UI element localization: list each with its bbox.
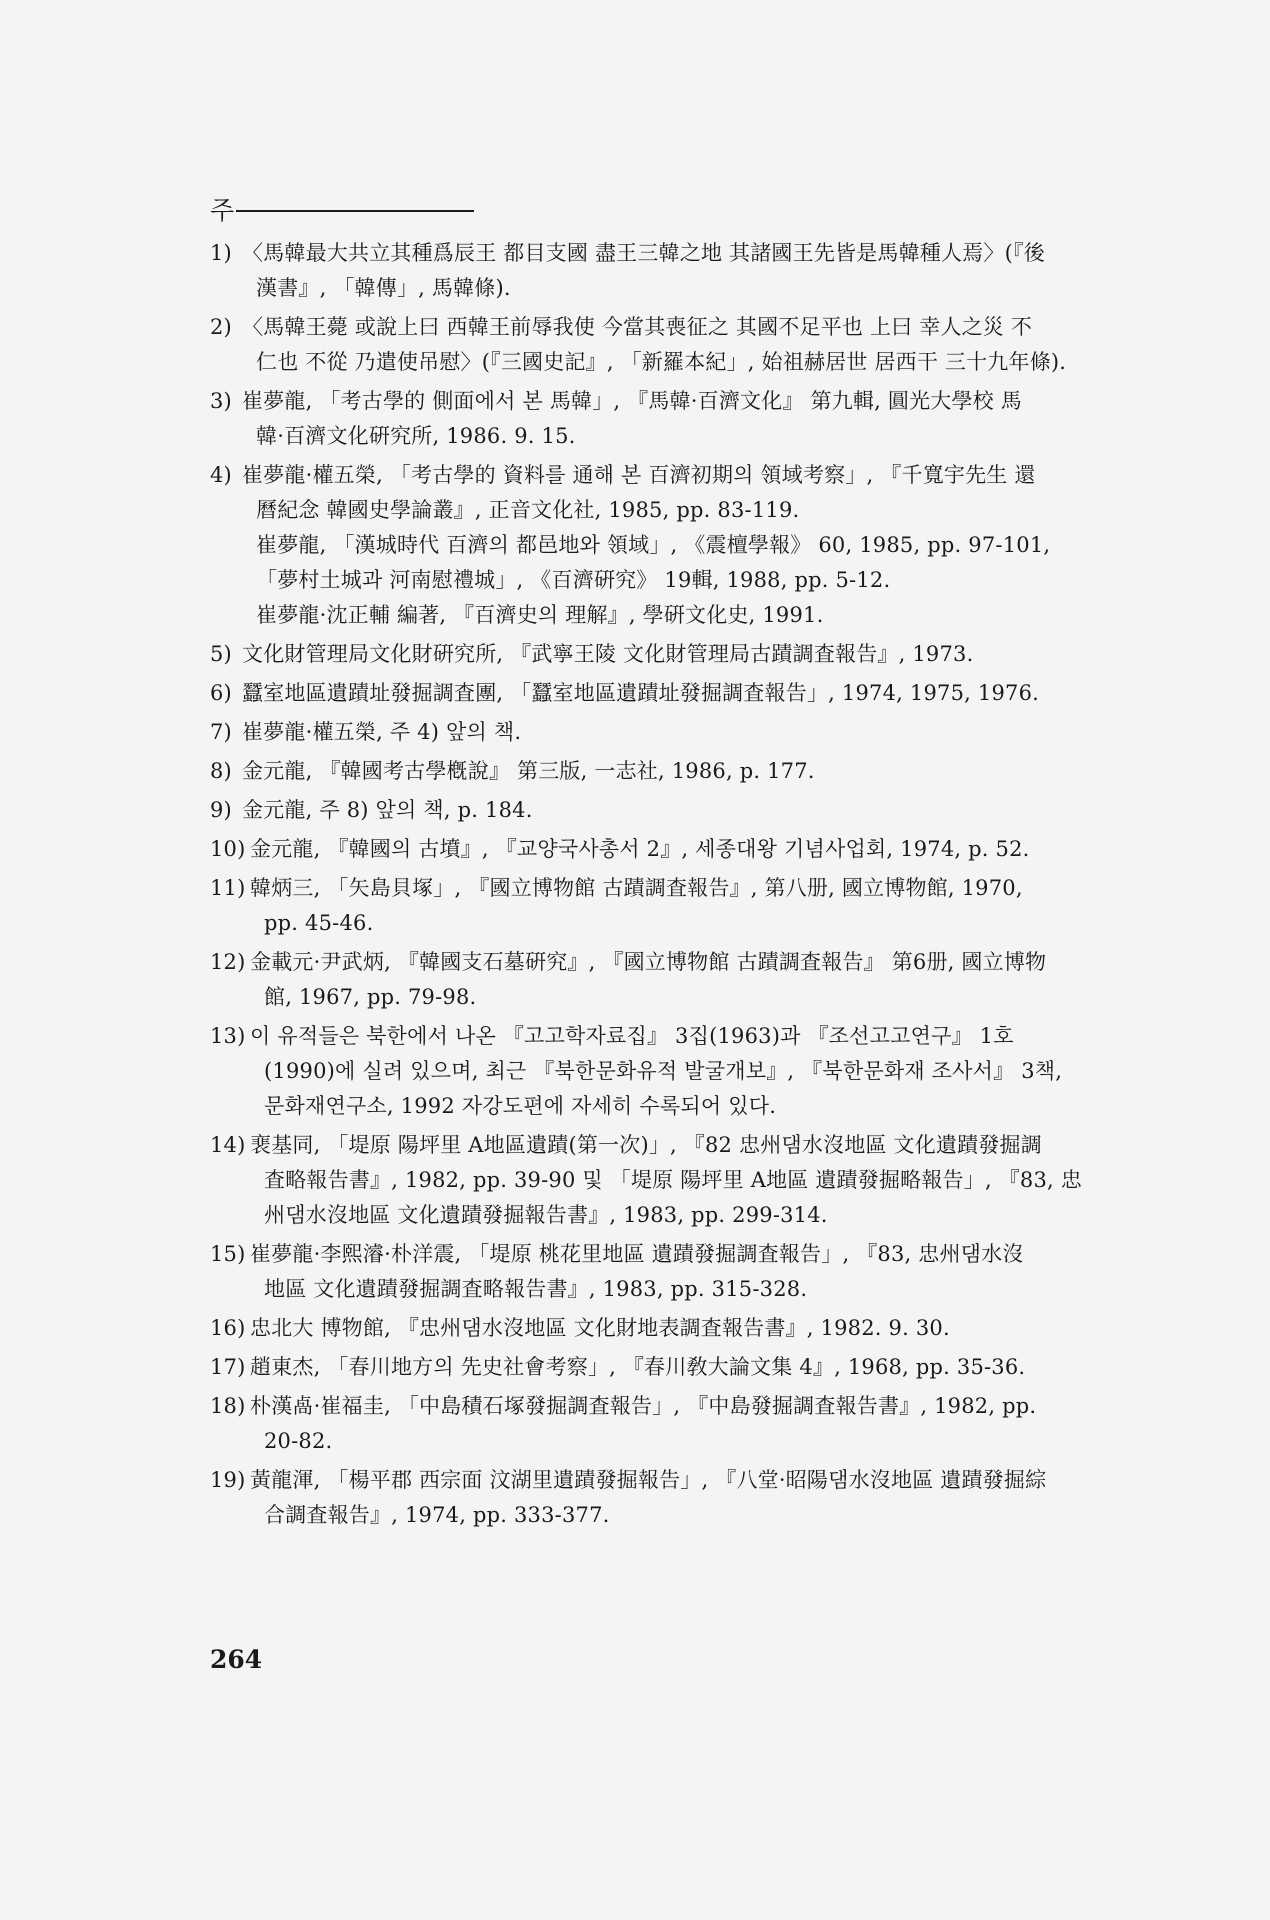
footnote-item <box>210 676 1082 711</box>
footnote-number: 16) <box>210 1316 246 1340</box>
footnote-item <box>210 1019 1082 1124</box>
footnote-number: 15) <box>210 1242 246 1266</box>
footnote-item <box>210 637 1082 672</box>
footnote-text-line: 金元龍, 『韓國의 古墳』, 『교양국사총서 2』, 세종대왕 기념사업회, 1974, p. 52. <box>250 837 1030 861</box>
footnote-text-line: 韓·百濟文化硏究所, 1986. 9. 15. <box>256 424 576 448</box>
footnote-number: 7) <box>210 720 232 744</box>
footnote-item <box>210 832 1082 867</box>
footnote-item <box>210 1350 1082 1385</box>
footnote-number: 4) <box>210 463 232 487</box>
footnote-item <box>210 754 1082 789</box>
footnote-number: 12) <box>210 950 246 974</box>
footnote-number: 14) <box>210 1133 246 1157</box>
footnote-text-line: 崔夢龍·李熙濬·朴洋震, 「堤原 桃花里地區 遺蹟發掘調査報告」, 『83, 忠州댐水沒 <box>250 1242 1024 1266</box>
footnote-text-line: 仁也 不從 乃遣使吊慰〉(『三國史記』, 「新羅本紀」, 始祖赫居世 居西干 三十九年條). <box>256 350 1067 374</box>
footnote-text-line: 金載元·尹武炳, 『韓國支石墓硏究』, 『國立博物館 古蹟調査報告』 第6册, 國立博物 <box>250 950 1047 974</box>
footnote-item <box>210 310 1082 380</box>
footnote-text-line: 〈馬韓最大共立其種爲辰王 都目支國 盡王三韓之地 其諸國王先皆是馬韓種人焉〉(『後 <box>242 241 1045 265</box>
footnote-text-line: pp. 45-46. <box>264 911 374 935</box>
footnote-text-line: 文化財管理局文化財硏究所, 『武寧王陵 文化財管理局古蹟調査報告』, 1973. <box>242 642 974 666</box>
footnote-number: 1) <box>210 241 232 265</box>
footnote-number: 18) <box>210 1394 246 1418</box>
footnote-number: 2) <box>210 315 232 339</box>
footnote-text-line: 金元龍, 주 8) 앞의 책, p. 184. <box>242 798 533 822</box>
footnote-item <box>210 458 1082 633</box>
footnote-text-line: 地區 文化遺蹟發掘調査略報告書』, 1983, pp. 315-328. <box>264 1277 808 1301</box>
footnote-text-line: 崔夢龍·權五榮, 주 4) 앞의 책. <box>242 720 522 744</box>
footnote-number: 13) <box>210 1024 246 1048</box>
footnote-number: 9) <box>210 798 232 822</box>
footnote-text-line: 黃龍渾, 「楊平郡 西宗面 汶湖里遺蹟發掘報告」, 『八堂·昭陽댐水沒地區 遺蹟發掘綜 <box>250 1468 1047 1492</box>
footnote-text-line: 裵基同, 「堤原 陽坪里 A地區遺蹟(第一次)」, 『82 忠州댐水沒地區 文化遺蹟發掘調 <box>250 1133 1042 1157</box>
footnote-number: 10) <box>210 837 246 861</box>
footnote-text-line: 州댐水沒地區 文化遺蹟發掘報告書』, 1983, pp. 299-314. <box>264 1203 828 1227</box>
footnote-text-line: 忠北大 博物館, 『忠州댐水沒地區 文化財地表調査報告書』, 1982. 9. 30. <box>250 1316 950 1340</box>
footnote-number: 5) <box>210 642 232 666</box>
heading-rule <box>236 210 474 212</box>
footnote-item <box>210 1128 1082 1233</box>
footnote-item <box>210 1237 1082 1307</box>
footnote-text-line: 이 유적들은 북한에서 나온 『고고학자료집』 3집(1963)과 『조선고고연구』 1호 <box>250 1024 1014 1048</box>
footnote-number: 11) <box>210 876 246 900</box>
footnote-number: 8) <box>210 759 232 783</box>
footnote-text-line: 曆紀念 韓國史學論叢』, 正音文化社, 1985, pp. 83-119. <box>256 498 800 522</box>
footnote-text-line: 査略報告書』, 1982, pp. 39-90 및 「堤原 陽坪里 A地區 遺蹟發掘略報告」, 『83, 忠 <box>264 1168 1082 1192</box>
footnote-subentry: 崔夢龍, 「漢城時代 百濟의 都邑地와 領域」, 《震檀學報》 60, 1985, pp. 97-101, <box>256 533 1051 557</box>
footnote-list <box>210 236 1082 1537</box>
footnote-text-line: 문화재연구소, 1992 자강도편에 자세히 수록되어 있다. <box>264 1094 777 1118</box>
footnote-subentry: 崔夢龍·沈正輔 編著, 『百濟史의 理解』, 學硏文化史, 1991. <box>256 603 824 627</box>
footnote-item <box>210 384 1082 454</box>
footnote-text-line: 韓炳三, 「矢島貝塚」, 『國立博物館 古蹟調査報告』, 第八册, 國立博物館, 1970, <box>250 876 1023 900</box>
notes-heading-label: 주 <box>210 196 235 225</box>
footnote-number: 17) <box>210 1355 246 1379</box>
footnote-number: 6) <box>210 681 232 705</box>
footnote-text-line: 20-82. <box>264 1429 333 1453</box>
footnote-text-line: 〈馬韓王薨 或說上曰 西韓王前辱我使 今當其喪征之 其國不足平也 上曰 幸人之災 不 <box>242 315 1033 339</box>
footnote-number: 3) <box>210 389 232 413</box>
footnote-item <box>210 1311 1082 1346</box>
footnote-item <box>210 715 1082 750</box>
footnote-item <box>210 236 1082 306</box>
footnote-text-line: 金元龍, 『韓國考古學槪說』 第三版, 一志社, 1986, p. 177. <box>242 759 815 783</box>
notes-heading <box>210 196 474 226</box>
footnote-text-line: 崔夢龍, 「考古學的 側面에서 본 馬韓」, 『馬韓·百濟文化』 第九輯, 圓光大學校 馬 <box>242 389 1022 413</box>
footnote-text-line: 崔夢龍·權五榮, 「考古學的 資料를 通해 본 百濟初期의 領域考察」, 『千寬宇先生 還 <box>242 463 1036 487</box>
footnote-text-line: 朴漢卨·崔福圭, 「中島積石塚發掘調査報告」, 『中島發掘調査報告書』, 1982, pp. <box>250 1394 1037 1418</box>
footnote-subentry: 「夢村土城과 河南慰禮城」, 《百濟硏究》 19輯, 1988, pp. 5-12. <box>256 568 891 592</box>
footnote-text-line: (1990)에 실려 있으며, 최근 『북한문화유적 발굴개보』, 『북한문화재 조사서』 3책, <box>264 1059 1063 1083</box>
footnote-item <box>210 793 1082 828</box>
footnote-item <box>210 1389 1082 1459</box>
footnote-text-line: 合調査報告』, 1974, pp. 333-377. <box>264 1503 610 1527</box>
footnote-text-line: 館, 1967, pp. 79-98. <box>264 985 477 1009</box>
footnote-text-line: 趙東杰, 「春川地方의 先史社會考察」, 『春川敎大論文集 4』, 1968, pp. 35-36. <box>250 1355 1026 1379</box>
footnote-number: 19) <box>210 1468 246 1492</box>
footnote-item <box>210 871 1082 941</box>
page-number: 264 <box>210 1645 263 1674</box>
footnote-text-line: 漢書』, 「韓傳」, 馬韓條). <box>256 276 511 300</box>
footnote-item <box>210 945 1082 1015</box>
footnote-item <box>210 1463 1082 1533</box>
footnote-text-line: 蠶室地區遺蹟址發掘調査團, 「蠶室地區遺蹟址發掘調査報告」, 1974, 1975, 1976. <box>242 681 1040 705</box>
